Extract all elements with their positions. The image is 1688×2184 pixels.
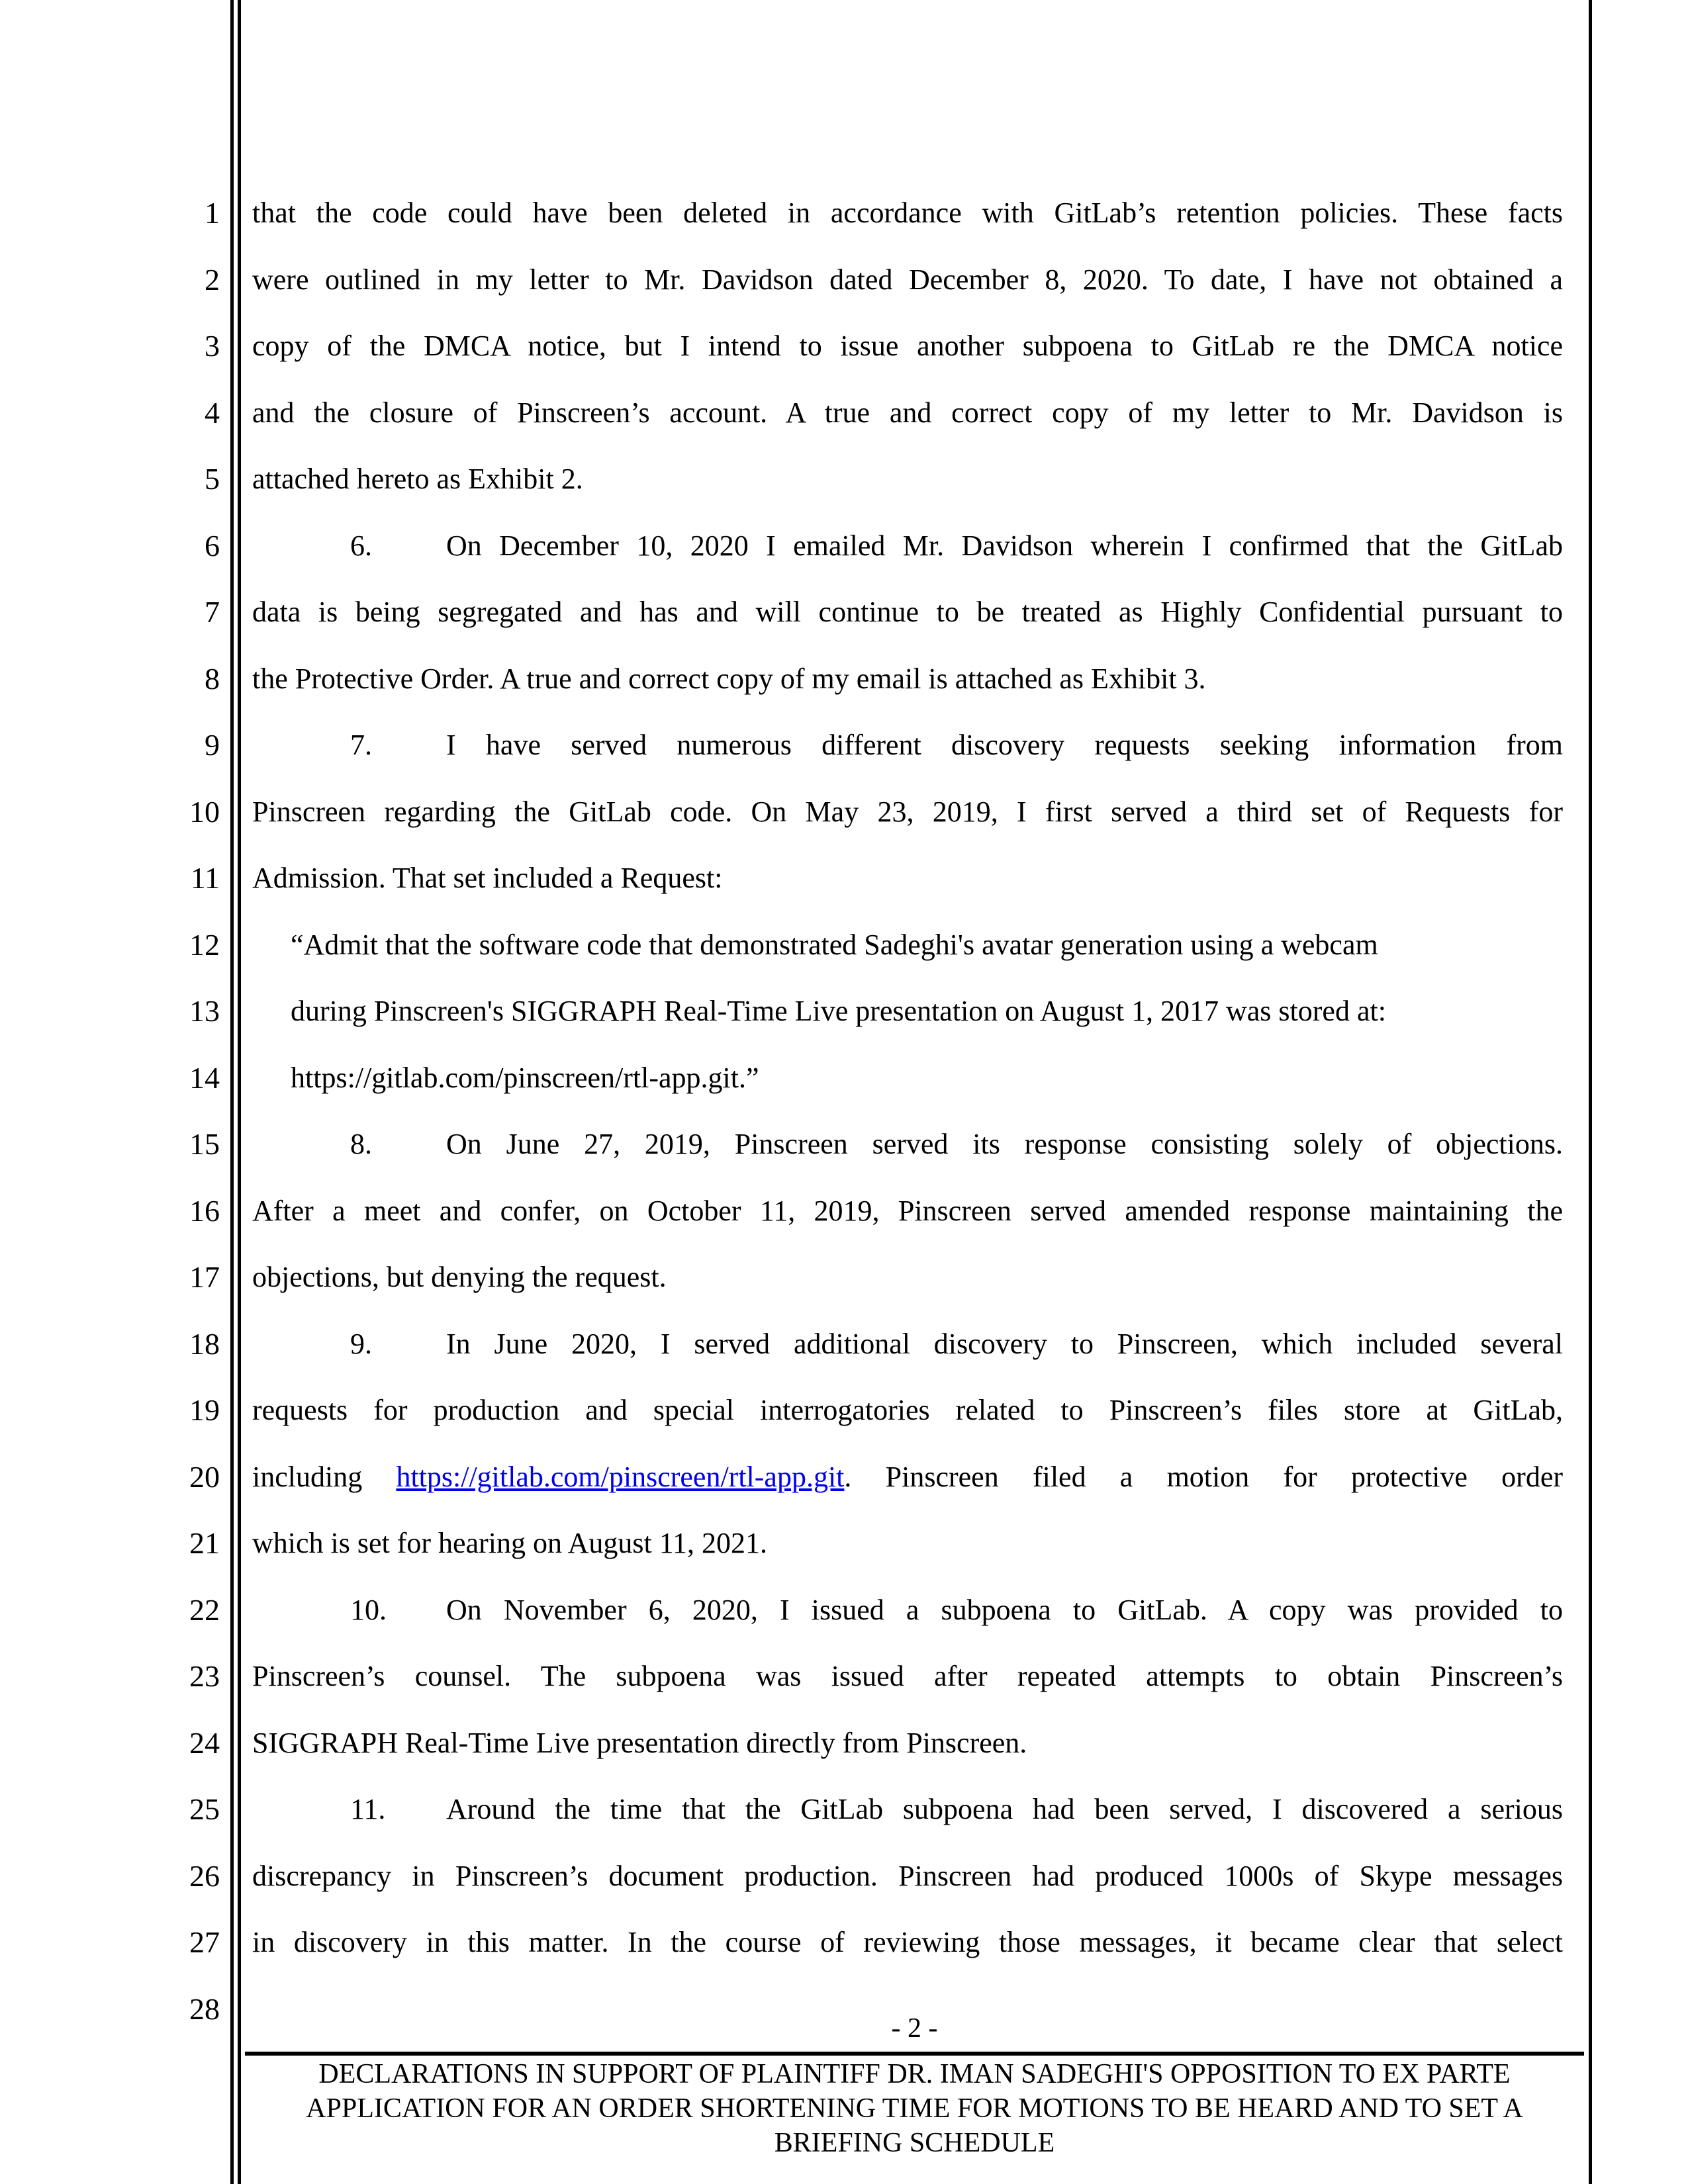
line-number: 4 bbox=[205, 395, 220, 430]
pleading-row bbox=[0, 978, 1688, 1045]
text-line: that the code could have been deleted in accordance with GitLab’s retention policies. These facts bbox=[252, 197, 1563, 229]
line-number: 14 bbox=[189, 1060, 220, 1095]
pleading-row bbox=[0, 446, 1688, 513]
page-number: - 2 - bbox=[891, 2013, 938, 2044]
pleading-row bbox=[0, 313, 1688, 380]
line-number: 21 bbox=[189, 1526, 220, 1560]
text-line: 7. I have served numerous different discovery requests seeking information from bbox=[252, 712, 1563, 779]
pleading-row bbox=[0, 1178, 1688, 1245]
line-number: 19 bbox=[189, 1393, 220, 1427]
text-line: Admission. That set included a Request: bbox=[252, 862, 723, 894]
text-line: 11. Around the time that the GitLab subpoena had been served, I discovered a serious bbox=[252, 1776, 1563, 1843]
pleading-row bbox=[0, 1776, 1688, 1843]
line-number: 15 bbox=[189, 1127, 220, 1161]
line-number: 11 bbox=[190, 861, 220, 895]
pleading-row bbox=[0, 1045, 1688, 1112]
line-number: 5 bbox=[205, 462, 220, 496]
text-line: “Admit that the software code that demonstrated Sadeghi's avatar generation using a webcam bbox=[291, 928, 1378, 961]
footer-rule bbox=[245, 2052, 1584, 2056]
pleading-row bbox=[0, 1244, 1688, 1311]
pleading-row bbox=[0, 180, 1688, 247]
line-number: 1 bbox=[205, 196, 220, 230]
text-line: and the closure of Pinscreen’s account. A true and correct copy of my letter to Mr. Davidson is bbox=[252, 396, 1563, 429]
line-number: 25 bbox=[189, 1792, 220, 1826]
line-number: 13 bbox=[189, 994, 220, 1028]
text-line: https://gitlab.com/pinscreen/rtl-app.git.” bbox=[291, 1061, 759, 1094]
text-line: Pinscreen’s counsel. The subpoena was issued after repeated attempts to obtain Pinscreen’s bbox=[252, 1660, 1563, 1692]
line-number: 24 bbox=[189, 1725, 220, 1760]
pleading-row bbox=[0, 1643, 1688, 1710]
line-number: 18 bbox=[189, 1326, 220, 1361]
text-line: 10. On November 6, 2020, I issued a subpoena to GitLab. A copy was provided to bbox=[252, 1577, 1563, 1644]
pleading-row bbox=[0, 1311, 1688, 1378]
footer-title-line: BRIEFING SCHEDULE bbox=[774, 2128, 1055, 2158]
line-number: 9 bbox=[205, 728, 220, 762]
line-number: 8 bbox=[205, 661, 220, 696]
pleading-row bbox=[0, 1111, 1688, 1178]
text-line: 9. In June 2020, I served additional discovery to Pinscreen, which included several bbox=[252, 1311, 1563, 1378]
footer-title-line: APPLICATION FOR AN ORDER SHORTENING TIME FOR MOTIONS TO BE HEARD AND TO SET A bbox=[306, 2093, 1523, 2124]
text-line: objections, but denying the request. bbox=[252, 1261, 667, 1293]
pleading-row bbox=[0, 579, 1688, 646]
line-number: 16 bbox=[189, 1193, 220, 1228]
pleading-row bbox=[0, 380, 1688, 447]
text-line: copy of the DMCA notice, but I intend to issue another subpoena to GitLab re the DMCA notice bbox=[252, 330, 1563, 362]
text-line: including https://gitlab.com/pinscreen/rtl-app.git. Pinscreen filed a motion for protective order bbox=[252, 1460, 1563, 1493]
pleading-row bbox=[0, 845, 1688, 912]
footer-title-line: DECLARATIONS IN SUPPORT OF PLAINTIFF DR. IMAN SADEGHI'S OPPOSITION TO EX PARTE bbox=[318, 2059, 1511, 2089]
pleading-row bbox=[0, 779, 1688, 846]
text-line: After a meet and confer, on October 11, 2019, Pinscreen served amended response maintaining the bbox=[252, 1194, 1563, 1227]
line-number: 7 bbox=[205, 595, 220, 629]
text-line: requests for production and special interrogatories related to Pinscreen’s files store at GitLab, bbox=[252, 1394, 1563, 1426]
line-number: 28 bbox=[189, 1991, 220, 2026]
line-number: 26 bbox=[189, 1858, 220, 1893]
text-line: Pinscreen regarding the GitLab code. On May 23, 2019, I first served a third set of Requests for bbox=[252, 795, 1563, 828]
text-line: SIGGRAPH Real-Time Live presentation directly from Pinscreen. bbox=[252, 1726, 1027, 1759]
paragraph-number: 7. bbox=[350, 729, 372, 761]
line-number: 2 bbox=[205, 262, 220, 296]
pleading-row bbox=[0, 1710, 1688, 1777]
pleading-row bbox=[0, 247, 1688, 314]
pleading-row bbox=[0, 1843, 1688, 1910]
line-number: 20 bbox=[189, 1459, 220, 1494]
text-line: discrepancy in Pinscreen’s document production. Pinscreen had produced 1000s of Skype messages bbox=[252, 1859, 1563, 1892]
gitlab-repo-link[interactable]: https://gitlab.com/pinscreen/rtl-app.git bbox=[396, 1460, 845, 1493]
line-number: 23 bbox=[189, 1659, 220, 1693]
line-number: 17 bbox=[189, 1260, 220, 1294]
text-line: attached hereto as Exhibit 2. bbox=[252, 463, 583, 495]
text-line: were outlined in my letter to Mr. Davidson dated December 8, 2020. To date, I have not obtained a bbox=[252, 263, 1563, 296]
paragraph-number: 11. bbox=[350, 1793, 386, 1825]
text-line: during Pinscreen's SIGGRAPH Real-Time Live presentation on August 1, 2017 was stored at: bbox=[291, 995, 1386, 1027]
line-number: 12 bbox=[189, 927, 220, 962]
line-number: 3 bbox=[205, 329, 220, 363]
paragraph-number: 8. bbox=[350, 1128, 372, 1160]
footer-title bbox=[245, 2057, 1584, 2160]
document-lines bbox=[0, 180, 1688, 2042]
text-line: 6. On December 10, 2020 I emailed Mr. Davidson wherein I confirmed that the GitLab bbox=[252, 513, 1563, 580]
line-number: 27 bbox=[189, 1925, 220, 1959]
line-number: 22 bbox=[189, 1592, 220, 1627]
line-number: 10 bbox=[189, 794, 220, 829]
text-line: the Protective Order. A true and correct copy of my email is attached as Exhibit 3. bbox=[252, 662, 1206, 695]
pleading-row bbox=[0, 646, 1688, 713]
text-line: which is set for hearing on August 11, 2021. bbox=[252, 1527, 768, 1559]
line-number: 6 bbox=[205, 528, 220, 563]
paragraph-number: 9. bbox=[350, 1327, 372, 1360]
text-line: 8. On June 27, 2019, Pinscreen served its response consisting solely of objections. bbox=[252, 1111, 1563, 1178]
pleading-row bbox=[0, 513, 1688, 580]
pleading-row bbox=[0, 1577, 1688, 1644]
pleading-row bbox=[0, 712, 1688, 779]
paragraph-number: 6. bbox=[350, 529, 372, 562]
pleading-row bbox=[0, 1444, 1688, 1511]
pleading-row bbox=[0, 1510, 1688, 1577]
pleading-row bbox=[0, 1377, 1688, 1444]
text-line: data is being segregated and has and will continue to be treated as Highly Confidential pursuant to bbox=[252, 596, 1563, 628]
pleading-row bbox=[0, 1909, 1688, 1976]
text-line: in discovery in this matter. In the course of reviewing those messages, it became clear that select bbox=[252, 1926, 1563, 1958]
pleading-row bbox=[0, 912, 1688, 979]
paragraph-number: 10. bbox=[350, 1593, 387, 1626]
